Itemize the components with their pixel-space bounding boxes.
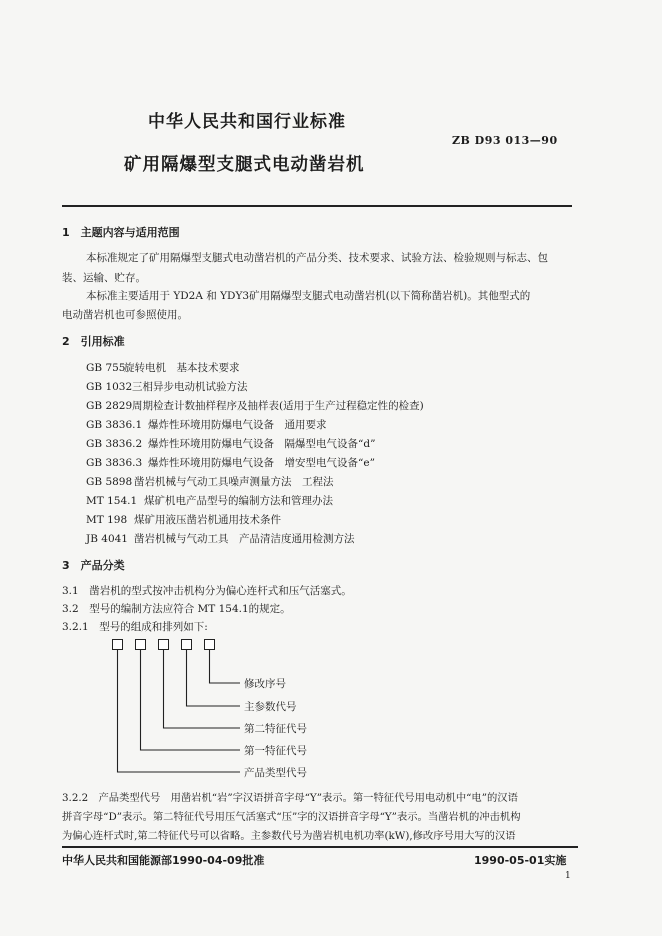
clause-3-2-1: 3.2.1 型号的组成和排列如下:	[62, 621, 208, 633]
section3-heading: 3 产品分类	[62, 559, 125, 572]
section1-paragraph1-line1: 本标准规定了矿用隔爆型支腿式电动凿岩机的产品分类、技术要求、试验方法、检验规则与标志、包	[86, 252, 548, 264]
clause-3-2-2-line3: 为偏心连杆式时,第二特征代号可以省略。主参数代号为凿岩机电机功率(kW),修改序号用大写的汉语	[62, 830, 516, 842]
reference-code: GB 5898	[86, 476, 133, 488]
section2-heading: 2 引用标准	[62, 335, 125, 348]
reference-title: 三相异步电动机试验方法	[132, 381, 248, 393]
reference-title: 旋转电机 基本技术要求	[124, 362, 240, 374]
reference-code: JB 4041	[86, 533, 128, 545]
reference-title: 煤矿用液压凿岩机通用技术条件	[134, 514, 281, 526]
section1-paragraph1-line2: 装、运输、贮存。	[62, 272, 146, 284]
reference-code: GB 3836.2	[86, 438, 143, 450]
label-main-parameter-code: 主参数代号	[244, 701, 297, 713]
effective-date: 1990-05-01实施	[474, 854, 567, 867]
label-product-type-code: 产品类型代号	[244, 767, 307, 779]
reference-code: GB 2829	[86, 400, 133, 412]
reference-code: GB 3836.1	[86, 419, 143, 431]
standard-category: 中华人民共和国行业标准	[148, 112, 346, 132]
reference-code: GB 3836.3	[86, 457, 143, 469]
reference-code: MT 154.1	[86, 495, 138, 507]
clause-3-2-2-line1: 3.2.2 产品类型代号 用凿岩机“岩”字汉语拼音字母“Y”表示。第一特征代号用电动机中“电”的汉语	[62, 792, 518, 804]
clause-3-1: 3.1 凿岩机的型式按冲击机构分为偏心连杆式和压气活塞式。	[62, 585, 352, 597]
label-second-feature-code: 第二特征代号	[244, 723, 307, 735]
reference-title: 凿岩机械与气动工具噪声测量方法 工程法	[134, 476, 334, 488]
reference-code: GB 755	[86, 362, 126, 374]
reference-title: 爆炸性环境用防爆电气设备 增安型电气设备“e”	[148, 457, 375, 469]
clause-3-2: 3.2 型号的编制方法应符合 MT 154.1的规定。	[62, 603, 291, 615]
footer-rule	[62, 846, 578, 848]
section1-paragraph2-line2: 电动凿岩机也可参照使用。	[62, 309, 188, 321]
reference-title: 爆炸性环境用防爆电气设备 隔爆型电气设备“d”	[148, 438, 376, 450]
reference-title: 凿岩机械与气动工具 产品清洁度通用检测方法	[134, 533, 355, 545]
label-revision-number: 修改序号	[244, 678, 286, 690]
reference-title: 爆炸性环境用防爆电气设备 通用要求	[148, 419, 327, 431]
document-title: 矿用隔爆型支腿式电动凿岩机	[124, 155, 365, 175]
approval-line: 中华人民共和国能源部1990-04-09批准	[62, 854, 265, 867]
reference-title: 周期检查计数抽样程序及抽样表(适用于生产过程稳定性的检查)	[132, 400, 424, 412]
reference-code: GB 1032	[86, 381, 133, 393]
label-first-feature-code: 第一特征代号	[244, 745, 307, 757]
page-number: 1	[565, 871, 571, 881]
standard-code: ZB D93 013—90	[452, 134, 558, 147]
reference-code: MT 198	[86, 514, 128, 526]
reference-title: 煤矿机电产品型号的编制方法和管理办法	[144, 495, 333, 507]
section1-paragraph2-line1: 本标准主要适用于 YD2A 和 YDY3矿用隔爆型支腿式电动凿岩机(以下简称凿岩机)。其他型式的	[86, 290, 531, 302]
section1-heading: 1 主题内容与适用范围	[62, 226, 180, 239]
clause-3-2-2-line2: 拼音字母“D”表示。第二特征代号用压气活塞式“压”字的汉语拼音字母“Y”表示。当凿岩机的冲击机构	[62, 811, 521, 823]
